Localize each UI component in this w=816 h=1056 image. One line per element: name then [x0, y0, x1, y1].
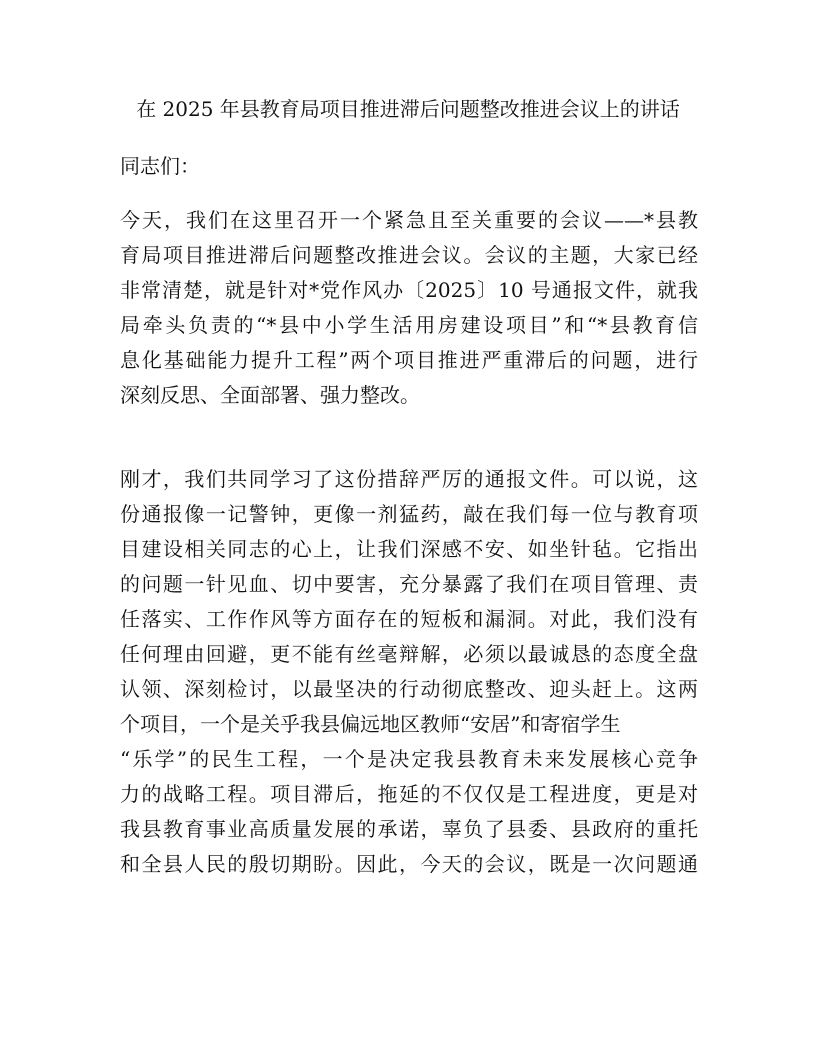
- document-title: 在 2025 年县教育局项目推进滞后问题整改推进会议上的讲话: [136, 97, 680, 121]
- paragraph-line: 今天，我们在这里召开一个紧急且至关重要的会议——*县教: [120, 208, 698, 232]
- paragraph-line: “乐学”的民生工程，一个是决定我县教育未来发展核心竞争: [120, 747, 698, 771]
- paragraph-line: 目建设相关同志的心上，让我们深感不安、如坐针毡。它指出: [120, 537, 698, 561]
- paragraph-line: 份通报像一记警钟，更像一剂猛药，敲在我们每一位与教育项: [120, 502, 698, 526]
- body-paragraph-2: [120, 462, 698, 882]
- body-paragraph-1: [120, 203, 698, 413]
- paragraph-line: 局牵头负责的“*县中小学生活用房建设项目”和“*县教育信: [120, 313, 698, 337]
- paragraph-line: 任何理由回避，更不能有丝毫辩解，必须以最诚恳的态度全盘: [120, 642, 698, 666]
- paragraph-line: 育局项目推进滞后问题整改推进会议。会议的主题，大家已经: [120, 243, 698, 267]
- paragraph-line: 个项目，一个是关乎我县偏远地区教师“安居”和寄宿学生: [120, 712, 621, 736]
- paragraph-line: 的问题一针见血、切中要害，充分暴露了我们在项目管理、责: [120, 572, 698, 596]
- paragraph-line: 深刻反思、全面部署、强力整改。: [120, 383, 420, 407]
- paragraph-line: 息化基础能力提升工程”两个项目推进严重滞后的问题，进行: [120, 348, 698, 372]
- paragraph-line: 刚才，我们共同学习了这份措辞严厉的通报文件。可以说，这: [120, 467, 698, 491]
- salutation: 同志们：: [120, 154, 200, 178]
- paragraph-line: 我县教育事业高质量发展的承诺，辜负了县委、县政府的重托: [120, 817, 698, 841]
- paragraph-line: 非常清楚，就是针对*党作风办〔2025〕10 号通报文件，就我: [120, 278, 698, 302]
- paragraph-line: 力的战略工程。项目滞后，拖延的不仅仅是工程进度，更是对: [120, 782, 698, 806]
- paragraph-line: 任落实、工作作风等方面存在的短板和漏洞。对此，我们没有: [120, 607, 698, 631]
- paragraph-line: 和全县人民的殷切期盼。因此，今天的会议，既是一次问题通: [120, 852, 698, 876]
- paragraph-line: 认领、深刻检讨，以最坚决的行动彻底整改、迎头赶上。这两: [120, 677, 698, 701]
